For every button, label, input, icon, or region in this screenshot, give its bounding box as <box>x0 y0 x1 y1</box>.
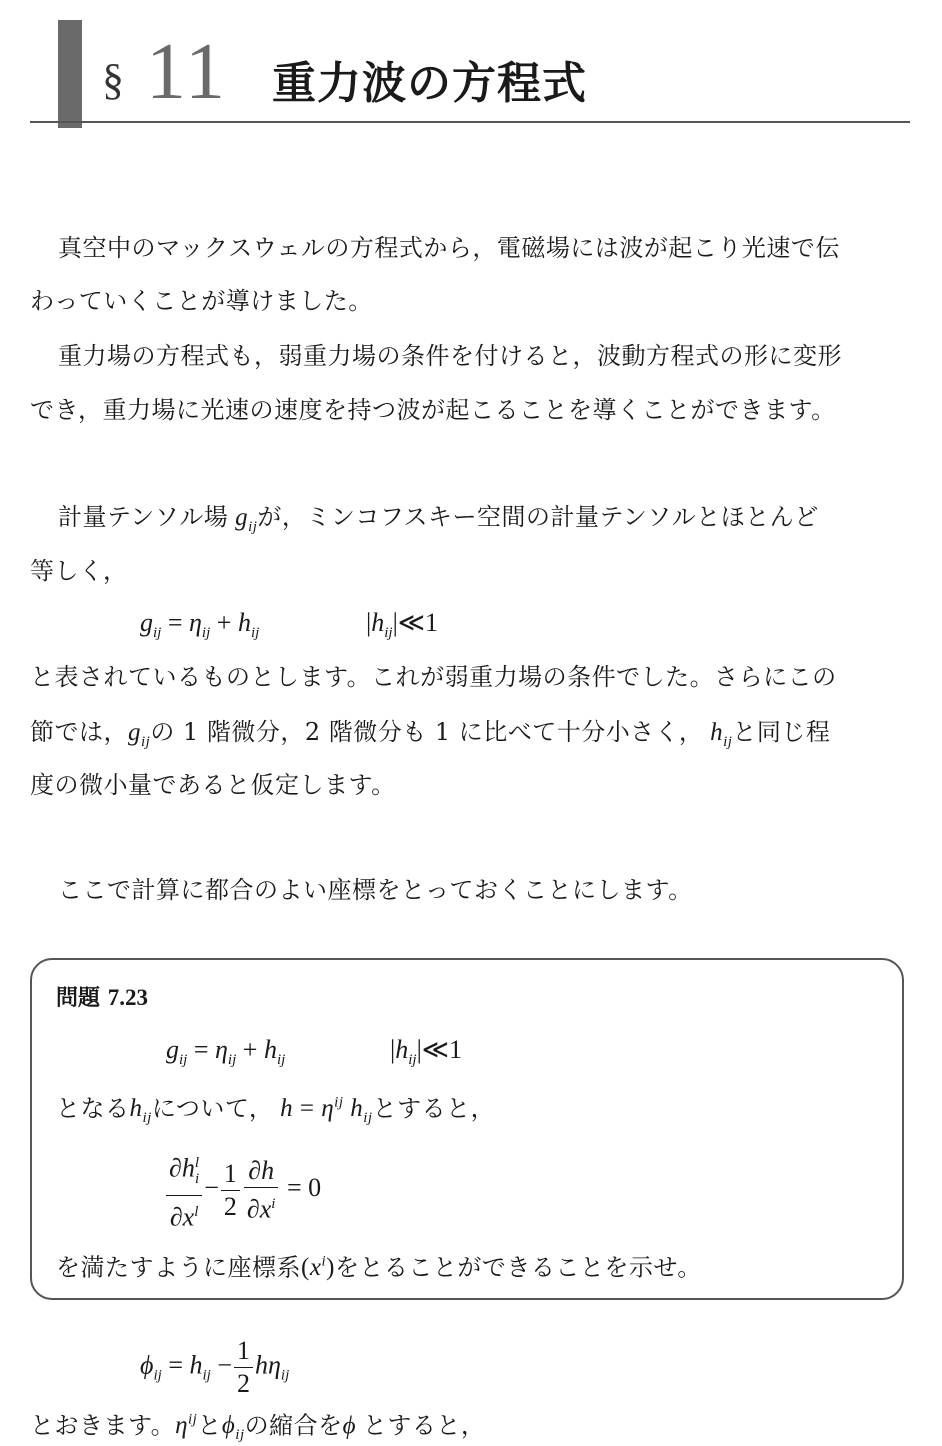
problem-equation-metric: $g_{ij} = \eta_{ij} + h_{ij}$ <box>166 1035 286 1069</box>
section-title: 重力波の方程式 <box>272 58 587 109</box>
fraction-numerator-one: 1 <box>221 1159 240 1191</box>
paragraph-3-line-2: 等しく， <box>30 557 128 585</box>
paragraph-4-text-a: 節では， <box>30 718 128 746</box>
problem-gauge-condition: $\frac{\partial h^l_i}{\partial x^l}$ − $\frac{1}{2}$ $\frac{\partial h}{\partial x^i}$ = 0 <box>164 1148 321 1233</box>
heading-bar <box>58 20 82 128</box>
fraction-half-phi <box>234 1336 253 1399</box>
paragraph-1-line-2: わっていくことが導けました。 <box>30 287 373 315</box>
phi-fraction-denominator: 2 <box>237 1369 250 1398</box>
problem-line-2 <box>56 1087 495 1134</box>
weak-field-symbol: ≪1 <box>397 608 438 637</box>
problem-h-ij: $h_{ij}$ <box>129 1095 152 1127</box>
phi-symbol: ϕ <box>342 1412 363 1440</box>
section-mark: § <box>102 55 124 104</box>
problem-equation-condition: $|h_{ij}|≪1$ <box>390 1035 462 1069</box>
paragraph-4-line-3: 度の微小量であると仮定します。 <box>30 771 396 799</box>
paragraph-2-line-1: 重力場の方程式も，弱重力場の条件を付けると，波動方程式の形に変形 <box>58 342 842 370</box>
problem-text-e: をとることができることを示せ。 <box>334 1253 702 1282</box>
problem-text-b: について， <box>151 1094 274 1123</box>
fraction-denominator-two: 2 <box>223 1191 237 1221</box>
last-line <box>30 1404 485 1446</box>
paragraph-3-line-1 <box>58 501 819 543</box>
problem-title <box>56 983 148 1014</box>
fraction-dh-dx: $\frac{\partial h^l_i}{\partial x^l}$ <box>166 1148 202 1233</box>
paragraph-4-line-1: と表されているものとします。これが弱重力場の条件でした。さらにこの <box>30 663 837 691</box>
paragraph-4-text-b: の 1 階微分，2 階微分も 1 に比べて十分小さく， <box>150 718 704 746</box>
equation-phi-definition: $\phi_{ij} = h_{ij}$ − $\frac{1}{2}$ $h\eta_{ij}$ <box>140 1336 290 1398</box>
paragraph-2-line-2: でき，重力場に光速の速度を持つ波が起こることを導くことができます。 <box>30 396 836 424</box>
equation-weak-field-condition: $|h_{ij}|≪1$ <box>366 608 438 642</box>
fraction-one-half <box>221 1159 240 1222</box>
equation-metric-perturbation: $g_{ij} = \eta_{ij} + h_{ij}$ <box>140 608 260 642</box>
last-text-a: とおきます。 <box>30 1411 176 1440</box>
problem-text-a: となる <box>56 1094 130 1123</box>
fraction-dh-dxi: $\frac{\partial h}{\partial x^i}$ <box>244 1156 279 1225</box>
problem-text-c: とすると， <box>372 1094 496 1123</box>
heading-rule <box>30 121 910 123</box>
last-text-b: と <box>197 1411 222 1440</box>
eta-upper: $\eta^{ij}$ <box>175 1412 198 1440</box>
problem-line-4 <box>56 1246 702 1284</box>
paragraph-4-text-c: と同じ程 <box>732 718 831 746</box>
problem-number: 7.23 <box>107 985 148 1010</box>
paragraph-3-text-b: が，ミンコフスキー空間の計量テンソルとほとんど <box>257 503 819 531</box>
paragraph-5-line-1: ここで計算に都合のよい座標をとっておくことにします。 <box>58 876 693 904</box>
equals-zero: = 0 <box>286 1173 322 1203</box>
metric-g-ij: $g_{ij}$ <box>228 504 258 535</box>
last-text-c: の縮合を <box>244 1411 343 1440</box>
phi-fraction-numerator: 1 <box>234 1336 253 1368</box>
coordinate-system-symbol: $(x^i)$ <box>301 1254 335 1282</box>
problem-text-d: を満たすように座標系 <box>56 1253 301 1282</box>
paragraph-4-line-2 <box>30 716 830 758</box>
section-number: 11 <box>146 28 228 116</box>
problem-trace-definition: $h = \eta^{ij}$ $h_{ij}$ <box>273 1095 373 1127</box>
phi-ij: $\phi_{ij}$ <box>221 1412 245 1444</box>
perturbation-h-ij-inline: $h_{ij}$ <box>703 719 733 750</box>
paragraph-3-text-a: 計量テンソル場 <box>58 503 229 531</box>
paragraph-1-line-1: 真空中のマックスウェルの方程式から，電磁場には波が起こり光速で伝 <box>58 234 840 262</box>
problem-weak-field-symbol: ≪1 <box>421 1035 462 1064</box>
last-text-d: とすると， <box>362 1411 486 1440</box>
metric-g-ij-inline: $g_{ij}$ <box>128 719 151 750</box>
problem-label: 問題 <box>56 986 101 1011</box>
